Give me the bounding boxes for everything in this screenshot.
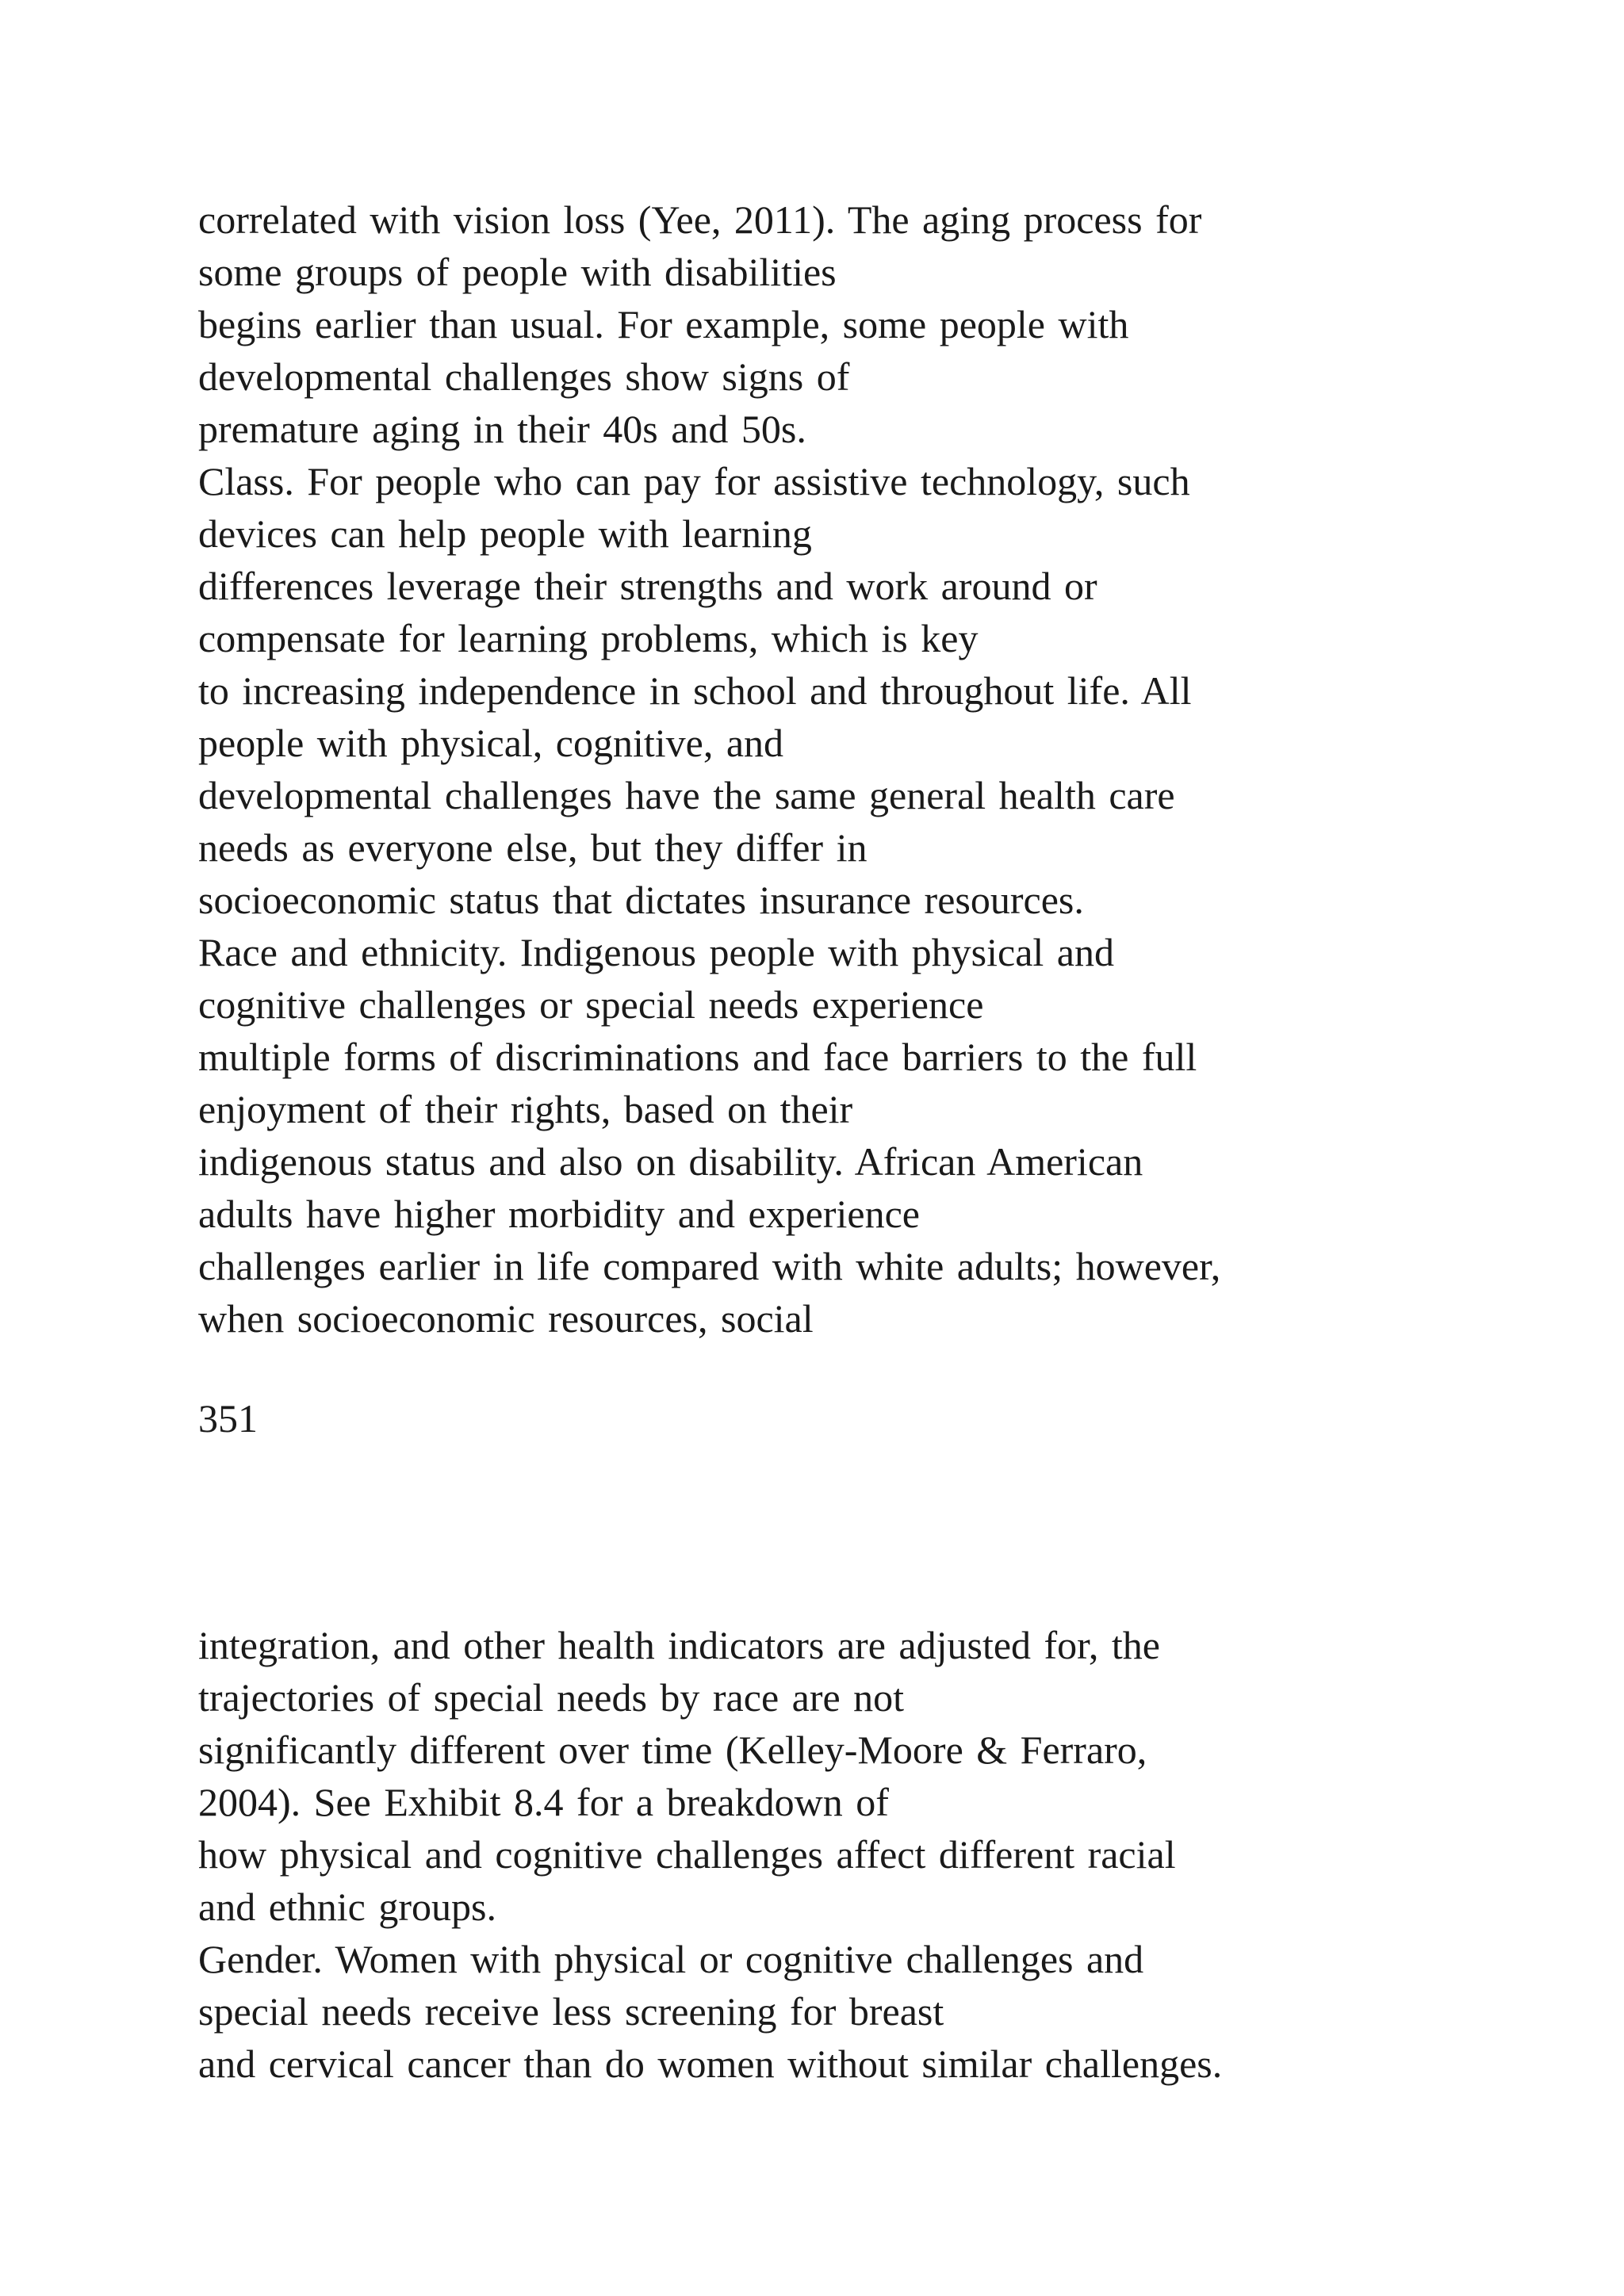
text-line: compensate for learning problems, which is key [198,616,979,660]
text-line: when socioeconomic resources, social [198,1296,814,1341]
text-line: developmental challenges show signs of [198,354,850,399]
text-line: differences leverage their strengths and work around or [198,564,1097,608]
text-line: begins earlier than usual. For example, some people with [198,302,1129,346]
body-text-bottom [198,1619,1435,2090]
text-line: developmental challenges have the same general health care [198,773,1175,817]
text-line: multiple forms of discriminations and face barriers to the full [198,1035,1197,1079]
text-line: 2004). See Exhibit 8.4 for a breakdown of [198,1780,889,1824]
text-line: needs as everyone else, but they differ in [198,825,868,870]
text-line: indigenous status and also on disability. African American [198,1139,1143,1184]
text-line: to increasing independence in school and throughout life. All [198,668,1192,713]
page-number-container [198,1392,1435,1445]
text-line: how physical and cognitive challenges affect different racial [198,1832,1176,1877]
text-line: and cervical cancer than do women without similar challenges. [198,2042,1223,2086]
text-line: significantly different over time (Kelley-Moore & Ferraro, [198,1728,1147,1772]
text-line: challenges earlier in life compared with white adults; however, [198,1244,1221,1288]
text-line: enjoyment of their rights, based on their [198,1087,853,1131]
text-line: cognitive challenges or special needs experience [198,982,984,1027]
text-line: devices can help people with learning [198,511,812,556]
text-line: socioeconomic status that dictates insurance resources. [198,878,1084,922]
text-line: integration, and other health indicators are adjusted for, the [198,1623,1160,1667]
text-line: premature aging in their 40s and 50s. [198,407,806,451]
text-line: Class. For people who can pay for assistive technology, such [198,459,1190,503]
text-line: special needs receive less screening for breast [198,1989,944,2034]
text-line: Gender. Women with physical or cognitive challenges and [198,1937,1144,1981]
text-line: correlated with vision loss (Yee, 2011). The aging process for [198,197,1202,242]
text-line: adults have higher morbidity and experience [198,1192,920,1236]
text-line: trajectories of special needs by race are not [198,1675,905,1720]
text-line: and ethnic groups. [198,1885,496,1929]
text-line: Race and ethnicity. Indigenous people with physical and [198,930,1115,974]
page-number: 351 [198,1396,258,1441]
body-text-top [198,193,1435,1345]
text-line: some groups of people with disabilities [198,250,837,294]
text-line: people with physical, cognitive, and [198,721,784,765]
